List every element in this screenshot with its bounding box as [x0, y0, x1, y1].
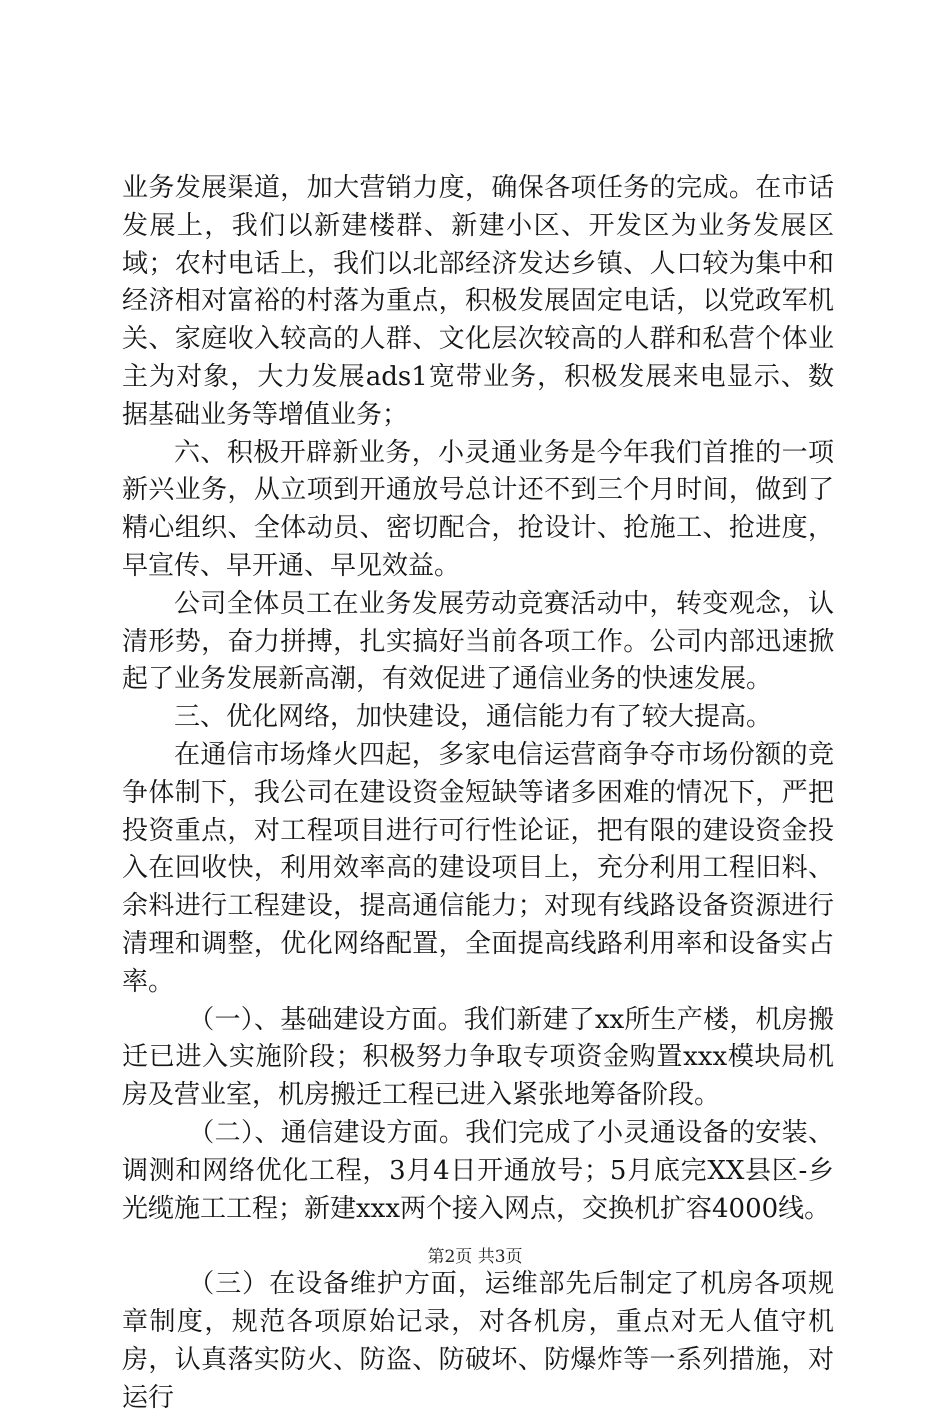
paragraph-network-investment: 在通信市场烽火四起，多家电信运营商争夺市场份额的竞争体制下，我公司在建设资金短缺等诸多困难的情况下，严把投资重点，对工程项目进行可行性论证，把有限的建设资金投入在回收快，利用效率高的建设项目上，充分利用工程旧料、余料进行工程建设，提高通信能力；对现有线路设备资源进行清理和调整，优化网络配置，全面提高线路利用率和设备实占率。: [122, 739, 834, 997]
paragraph-new-business: 六、积极开辟新业务，小灵通业务是今年我们首推的一项新兴业务，从立项到开通放号总计还不到三个月时间，做到了精心组织、全体动员、密切配合，抢设计、抢施工、抢进度，早宣传、早开通、早见效益。: [122, 437, 834, 581]
document-body: [122, 170, 834, 1417]
paragraph-telecom-construction: （二）、通信建设方面。我们完成了小灵通设备的安装、调测和网络优化工程，3月4日开通放号；5月底完XX县区-乡光缆施工工程；新建xxx两个接入网点，交换机扩容4000线。: [122, 1117, 834, 1224]
paragraph-infrastructure: （一）、基础建设方面。我们新建了xx所生产楼，机房搬迁已进入实施阶段；积极努力争取专项资金购置xxx模块局机房及营业室，机房搬迁工程已进入紧张地筹备阶段。: [122, 1004, 834, 1111]
section-heading-network: 三、优化网络，加快建设，通信能力有了较大提高。: [174, 702, 773, 733]
paragraph-staff-competition: 公司全体员工在业务发展劳动竞赛活动中，转变观念，认清形势，奋力拼搏，扎实搞好当前各项工作。公司内部迅速掀起了业务发展新高潮，有效促进了通信业务的快速发展。: [122, 588, 834, 695]
page-number-footer: 第2页 共3页: [427, 1247, 523, 1267]
paragraph-equipment-maintenance: （三）在设备维护方面，运维部先后制定了机房各项规章制度，规范各项原始记录，对各机房，重点对无人值守机房，认真落实防火、防盗、防破坏、防爆炸等一系列措施，对运行: [122, 1269, 834, 1413]
paragraph-business-channels: 业务发展渠道，加大营销力度，确保各项任务的完成。在市话发展上，我们以新建楼群、新建小区、开发区为业务发展区域；农村电话上，我们以北部经济发达乡镇、人口较为集中和经济相对富裕的村落为重点，积极发展固定电话，以党政军机关、家庭收入较高的人群、文化层次较高的人群和私营个体业主为对象，大力发展ads1宽带业务，积极发展来电显示、数据基础业务等增值业务；: [122, 173, 834, 430]
